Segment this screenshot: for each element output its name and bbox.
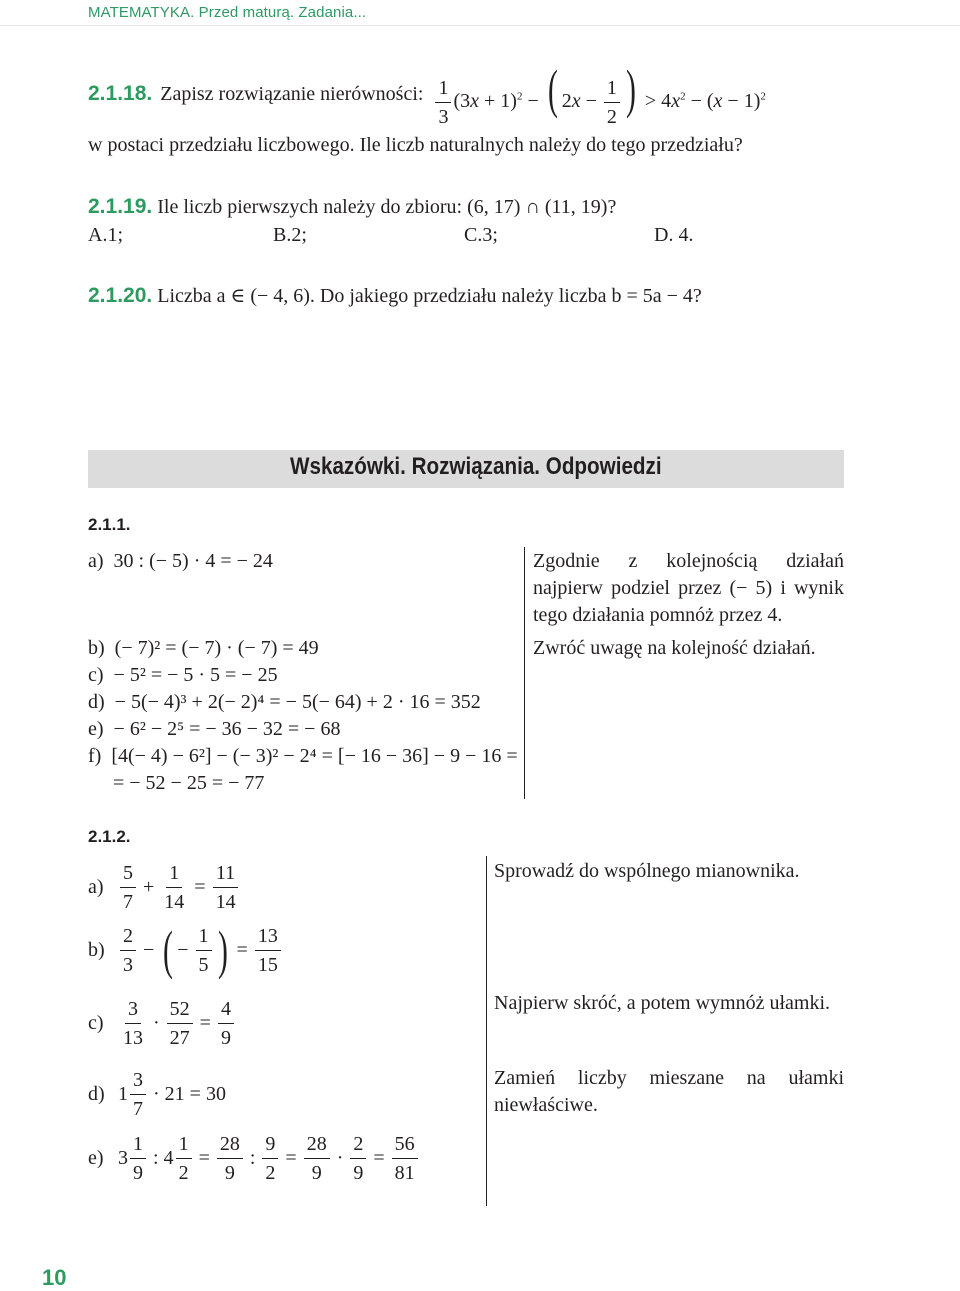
inequality: $\frac{1}{3}$ $(3x + 1)^2$ − ( 2x − $\frac{1}{2}$ ) > $4x^2 - (x - 1)^2$: [433, 62, 765, 127]
task-number: 2.1.20.: [88, 284, 153, 307]
fraction: $\frac{1}{2}$: [176, 1134, 192, 1183]
solution-2-1-2-c: c) $\frac{3}{13}$ · $\frac{52}{27}$ = $\frac{4}{9}$: [88, 995, 236, 1051]
task-2-1-18-continuation: w postaci przedziału liczbowego. Ile liczb naturalnych należy do tego przedziału?: [88, 134, 743, 156]
fraction: $\frac{28}{9}$: [304, 1134, 330, 1183]
task-text: Ile liczb pierwszych należy do zbioru: (6, 17) ∩ (11, 19)?: [157, 196, 617, 218]
fraction: $\frac{11}{14}$: [213, 863, 239, 912]
fraction: $\frac{3}{13}$: [123, 997, 143, 1049]
fraction: $\frac{28}{9}$: [217, 1134, 243, 1183]
item-label: d): [88, 1082, 105, 1105]
item-label: c): [88, 1011, 104, 1034]
answer-option-c: C.3;: [464, 224, 498, 246]
solution-line-c: c) − 5² = − 5 · 5 = − 25: [88, 664, 278, 686]
solution-line-b: b) (− 7)² = (− 7) · (− 7) = 49: [88, 637, 319, 659]
task-number: 2.1.18.: [88, 82, 153, 106]
solution-2-1-2-b: b) $\frac{2}{3}$ − ( − $\frac{1}{5}$ ) = $\frac{13}{15}$: [88, 922, 283, 978]
solution-2-1-2-d: d) 1 $\frac{3}{7}$ · 21 = 30: [88, 1068, 226, 1120]
item-label: b): [88, 938, 105, 961]
task-text: Liczba a ∈ (− 4, 6). Do jakiego przedziału należy liczba b = 5a − 4?: [157, 285, 702, 307]
solution-line-d: d) − 5(− 4)³ + 2(− 2)⁴ = − 5(− 64) + 2 · 16 = 352: [88, 691, 481, 713]
hint-a: Zgodnie z kolejnością działań najpierw podziel przez (− 5) i wynik tego działania pomnóż przez 4.: [533, 550, 844, 626]
column-divider: [524, 547, 525, 799]
solution-line-f1: f) [4(− 4) − 6²] − (− 3)² − 2⁴ = [− 16 − 36] − 9 − 16 =: [88, 745, 518, 767]
solution-line-f2: = − 52 − 25 = − 77: [88, 772, 265, 794]
solution-2-1-2-e: e) 3 $\frac{1}{9}$ : 4 $\frac{1}{2}$ = $\frac{28}{9}$ : $\frac{9}{2}$ = $\frac{28}{9}$ · $\frac{2}{9}$ = $\frac{56}{81}$: [88, 1130, 420, 1186]
section-title: Wskazówki. Rozwiązania. Odpowiedzi: [290, 453, 662, 480]
task-2-1-18: [88, 59, 766, 128]
answer-option-d: D. 4.: [654, 224, 694, 246]
fraction: $\frac{1}{14}$: [164, 861, 185, 913]
fraction: $\frac{4}{9}$: [218, 999, 234, 1048]
fraction: $\frac{1}{2}$: [604, 78, 620, 127]
task-number: 2.1.19.: [88, 195, 153, 218]
task-2-1-19: [88, 193, 616, 221]
hint-2-1-2-d: Zamień liczby mieszane na ułamki niewłaściwe.: [494, 1067, 844, 1116]
page-number: 10: [42, 1265, 67, 1290]
fraction: $\frac{5}{7}$: [120, 863, 136, 912]
fraction: $\frac{9}{2}$: [262, 1134, 278, 1183]
answer-option-b: B.2;: [273, 224, 307, 246]
answer-option-a: A.1;: [88, 224, 123, 246]
item-label: e): [88, 1146, 104, 1169]
fraction: $\frac{56}{81}$: [392, 1134, 418, 1183]
fraction: $\frac{2}{9}$: [350, 1134, 366, 1183]
fraction: $\frac{3}{7}$: [130, 1070, 146, 1119]
fraction: $\frac{1}{5}$: [196, 926, 212, 975]
solution-line-e: e) − 6² − 2⁵ = − 36 − 32 = − 68: [88, 718, 341, 740]
hint-b: Zwróć uwagę na kolejność działań.: [533, 637, 816, 659]
solution-number: 2.1.1.: [88, 515, 131, 534]
task-intro: Zapisz rozwiązanie nierówności:: [160, 82, 424, 105]
item-label: a): [88, 875, 104, 898]
task-2-1-20: [88, 282, 702, 310]
fraction: $\frac{1}{3}$: [435, 78, 451, 127]
solution-number: 2.1.2.: [88, 827, 131, 846]
fraction: $\frac{13}{15}$: [255, 926, 281, 975]
header-divider: [0, 25, 960, 26]
fraction: $\frac{1}{9}$: [130, 1134, 146, 1183]
running-header: MATEMATYKA. Przed maturą. Zadania...: [88, 4, 367, 21]
column-divider: [486, 856, 487, 1206]
fraction: $\frac{52}{27}$: [167, 999, 193, 1048]
solution-line-a: a) 30 : (− 5) · 4 = − 24: [88, 550, 273, 572]
fraction: $\frac{2}{3}$: [120, 926, 136, 975]
hint-2-1-2-a: Sprowadź do wspólnego mianownika.: [494, 860, 800, 882]
solution-2-1-2-a: a) $\frac{5}{7}$ + $\frac{1}{14}$ = $\frac{11}{14}$: [88, 859, 241, 915]
hint-2-1-2-c: Najpierw skróć, a potem wymnóż ułamki.: [494, 992, 831, 1014]
